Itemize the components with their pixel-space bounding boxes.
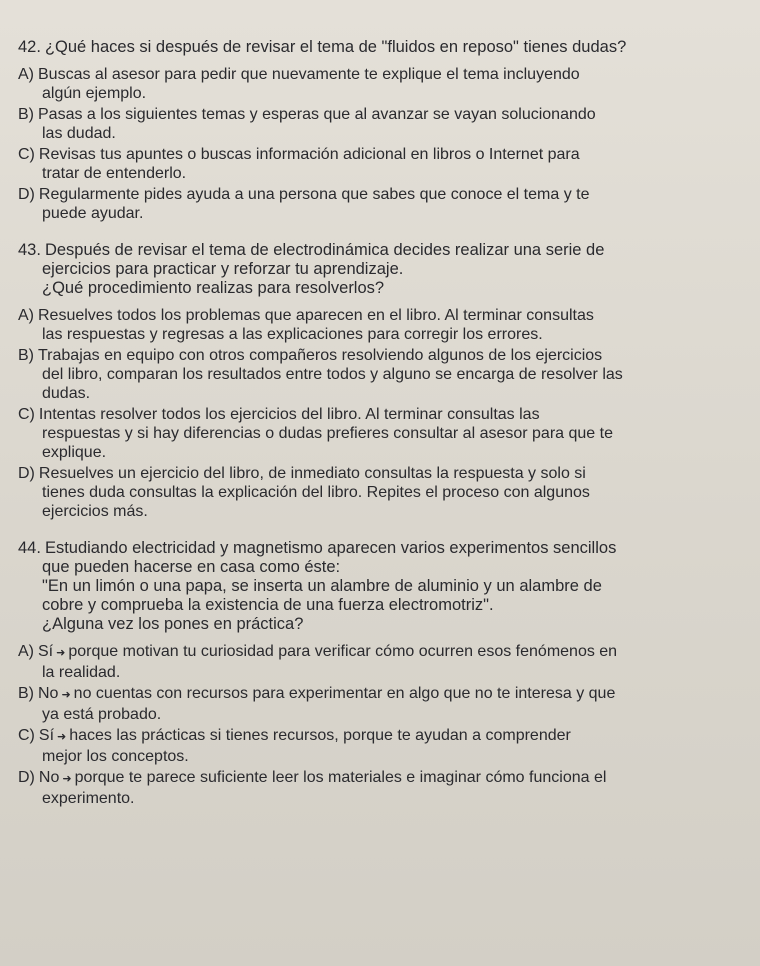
option-letter: A) — [18, 66, 34, 83]
option-d[interactable] — [18, 464, 720, 521]
option-text-cont: explique. — [42, 444, 107, 461]
option-text-cont: algún ejemplo. — [42, 85, 147, 102]
option-answer-word: No — [38, 769, 60, 786]
arrow-icon: ➜ — [57, 731, 67, 743]
option-text: Revisas tus apuntes o buscas información adicional en libros o Internet para — [38, 146, 580, 163]
option-letter: C) — [18, 406, 35, 423]
option-c[interactable] — [18, 726, 720, 766]
option-text: porque motivan tu curiosidad para verificar cómo ocurren esos fenómenos en — [68, 643, 618, 660]
option-text: Regularmente pides ayuda a una persona que sabes que conoce el tema y te — [38, 186, 590, 203]
option-text: Resuelves un ejercicio del libro, de inmediato consultas la respuesta y solo si — [38, 465, 586, 482]
experiment-quote-cont: cobre y comprueba la existencia de una fuerza electromotriz". — [42, 596, 494, 614]
option-text-cont: ejercicios más. — [42, 503, 148, 520]
option-text: Intentas resolver todos los ejercicios del libro. Al terminar consultas las — [38, 406, 540, 423]
question-stem — [18, 539, 720, 634]
option-text-cont: puede ayudar. — [42, 205, 144, 222]
option-text: no cuentas con recursos para experimentar en algo que no te interesa y que — [73, 685, 616, 702]
option-text: porque te parece suficiente leer los materiales e imaginar cómo funciona el — [74, 769, 607, 786]
option-letter: C) — [18, 146, 35, 163]
question-42 — [18, 38, 720, 223]
option-c[interactable] — [18, 405, 720, 462]
option-letter: A) — [18, 643, 34, 660]
question-stem — [18, 38, 720, 57]
question-prompt: Estudiando electricidad y magnetismo aparecen varios experimentos sencillos — [44, 539, 617, 557]
option-d[interactable] — [18, 768, 720, 808]
option-text-cont: ya está probado. — [42, 706, 162, 723]
question-prompt: Después de revisar el tema de electrodinámica decides realizar una serie de — [44, 241, 605, 259]
option-text: Pasas a los siguientes temas y esperas que al avanzar se vayan solucionando — [38, 106, 596, 123]
option-text-cont: experimento. — [42, 790, 135, 807]
option-b[interactable] — [18, 684, 720, 724]
question-ask: ¿Qué procedimiento realizas para resolverlos? — [42, 279, 385, 297]
question-prompt-cont: que pueden hacerse en casa como éste: — [42, 558, 341, 576]
option-text-cont: tratar de entenderlo. — [42, 165, 187, 182]
option-text: Resuelves todos los problemas que aparecen en el libro. Al terminar consultas — [38, 307, 594, 324]
option-letter: A) — [18, 307, 34, 324]
option-text: haces las prácticas si tienes recursos, porque te ayudan a comprender — [69, 727, 571, 744]
option-a[interactable] — [18, 306, 720, 344]
option-b[interactable] — [18, 105, 720, 143]
option-c[interactable] — [18, 145, 720, 183]
option-text-cont: del libro, comparan los resultados entre todos y alguno se encarga de resolver las — [42, 366, 623, 383]
option-letter: D) — [18, 186, 35, 203]
arrow-icon: ➜ — [62, 773, 72, 785]
arrow-icon: ➜ — [56, 647, 66, 659]
option-d[interactable] — [18, 185, 720, 223]
option-answer-word: Sí — [38, 643, 54, 660]
option-b[interactable] — [18, 346, 720, 403]
option-answer-word: No — [38, 685, 59, 702]
question-44 — [18, 539, 720, 808]
option-text-cont: las respuestas y regresas a las explicaciones para corregir los errores. — [42, 326, 543, 343]
option-answer-word: Sí — [38, 727, 55, 744]
arrow-icon: ➜ — [61, 689, 71, 701]
experiment-quote: "En un limón o una papa, se inserta un alambre de aluminio y un alambre de — [42, 577, 602, 595]
option-text: Trabajas en equipo con otros compañeros resolviendo algunos de los ejercicios — [38, 347, 603, 364]
option-text-cont: dudas. — [42, 385, 91, 402]
question-number: 43. — [18, 241, 41, 259]
option-text-cont: mejor los conceptos. — [42, 748, 189, 765]
option-letter: D) — [18, 769, 35, 786]
question-43 — [18, 241, 720, 521]
question-ask: ¿Alguna vez los pones en práctica? — [42, 615, 304, 633]
option-text-cont: la realidad. — [42, 664, 121, 681]
option-a[interactable] — [18, 642, 720, 682]
option-letter: B) — [18, 106, 34, 123]
question-number: 44. — [18, 539, 41, 557]
option-letter: B) — [18, 347, 34, 364]
option-a[interactable] — [18, 65, 720, 103]
question-stem — [18, 241, 720, 298]
option-letter: D) — [18, 465, 35, 482]
option-letter: C) — [18, 727, 35, 744]
option-text-cont: respuestas y si hay diferencias o dudas prefieres consultar al asesor para que te — [42, 425, 613, 442]
question-prompt-cont: ejercicios para practicar y reforzar tu aprendizaje. — [42, 260, 404, 278]
option-text-cont: las dudad. — [42, 125, 116, 142]
question-prompt: ¿Qué haces si después de revisar el tema de "fluidos en reposo" tienes dudas? — [44, 38, 627, 56]
option-text: Buscas al asesor para pedir que nuevamente te explique el tema incluyendo — [38, 66, 580, 83]
question-number: 42. — [18, 38, 41, 56]
option-letter: B) — [18, 685, 34, 702]
option-text-cont: tienes duda consultas la explicación del libro. Repites el proceso con algunos — [42, 484, 590, 501]
